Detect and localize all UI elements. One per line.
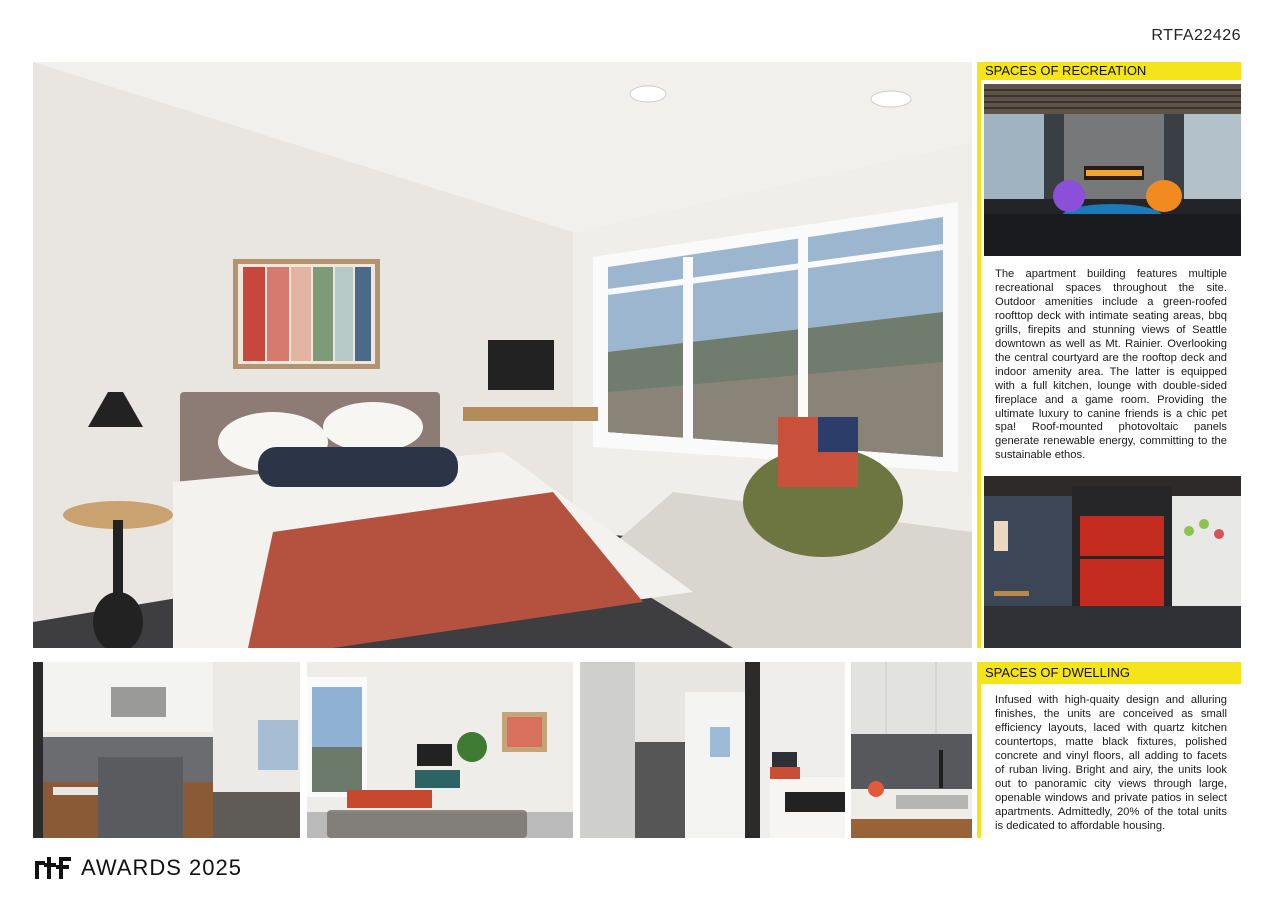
section-heading-dwelling: SPACES OF DWELLING xyxy=(981,662,1241,684)
living-room-photo xyxy=(307,662,573,838)
rtf-logo xyxy=(33,855,73,881)
main-bedroom-photo xyxy=(33,62,972,648)
hallway-bedroom-photo xyxy=(580,662,845,838)
accent-bar-dwelling xyxy=(977,662,981,838)
kitchen-sink-photo xyxy=(851,662,972,838)
dwelling-description: Infused with high-quaity design and alluring finishes, the units are conceived as small efficiency layouts, laced with quartz kitchen countertops, matte black fixtures, polished concrete and vinyl floors, all adding to facets of ruban living. Bright and airy, the units look out to panoramic city views through large, openable windows and private patios in select apartments. Admittedly, 20% of the total units is dedicated to affordable housing. xyxy=(995,694,1227,832)
award-title: AWARDS 2025 xyxy=(81,855,242,880)
section-heading-recreation: SPACES OF RECREATION xyxy=(981,62,1241,80)
project-code: RTFA22426 xyxy=(1151,27,1241,44)
accent-bar-recreation xyxy=(977,62,981,648)
kitchen-photo xyxy=(33,662,300,838)
lounge-fireplace-photo xyxy=(984,84,1241,256)
pet-spa-photo xyxy=(984,476,1241,648)
recreation-description: The apartment building features multiple recreational spaces throughout the site. Outdoor amenities include a green-roofed roofttop deck with intimate seating areas, bbq grills, firepits and stunning views of Seattle downtown as well as Mt. Rainier. Overlooking the central courtyard are the rooftop deck and indoor amenity area. The latter is equipped with a full kitchen, lounge with double-sided fireplace and a game room. Providing the ultimate luxury to canine friends is a chic pet spa! Roof-mounted photovoltaic panels generate renewable energy, committing to the sustainable ethos. xyxy=(995,268,1227,462)
footer-brand xyxy=(33,855,242,881)
